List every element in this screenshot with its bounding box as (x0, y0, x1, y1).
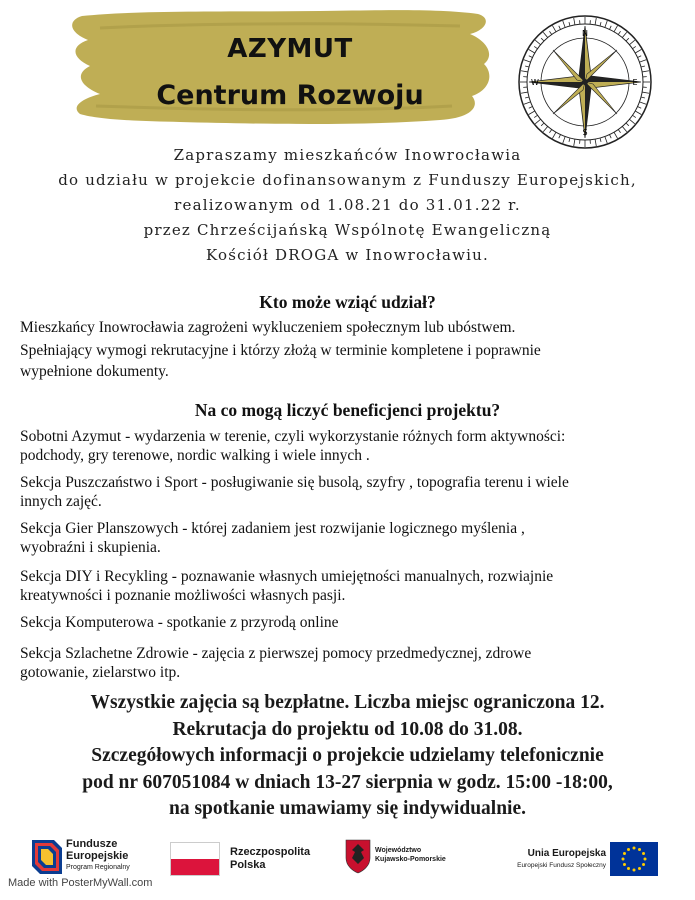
intro-line-2: do udziału w projekcie dofinansowanym z Funduszy Europejskich, (58, 171, 637, 189)
fundusze-europejskie-icon (32, 838, 62, 874)
who-line-2: Spełniający wymogi rekrutacyjne i którzy złożą w terminie kompletene i poprawnie (20, 342, 541, 359)
benefit-item-4-line-1: Sekcja DIY i Recykling - poznawanie własnych umiejętności manualnych, rozwiajnie (20, 568, 554, 585)
benefit-item-5 (20, 613, 670, 632)
closing-line-5: na spotkanie umawiamy się indywidualnie. (168, 798, 527, 819)
intro-line-4: przez Chrześcijańską Wspólnotę Ewangeliczną (143, 221, 552, 239)
closing-line-3: Szczegółowych informacji o projekcie udzielamy telefonicznie (91, 745, 604, 766)
logo-kujawsko-pomorskie (345, 838, 465, 876)
benefit-item-1 (20, 427, 670, 465)
benefit-item-2 (20, 473, 670, 511)
logo-unia-europejska (486, 840, 656, 878)
intro-line-3: realizowanym od 1.08.21 do 31.01.22 r. (174, 196, 521, 214)
benefit-item-2-line-2: innych zajęć. (20, 493, 102, 510)
fe-line-1: Fundusze (66, 838, 118, 850)
benefit-item-3-line-2: wyobraźni i skupienia. (20, 539, 161, 556)
logo-fundusze-europejskie (32, 838, 152, 876)
compass-n-label: N (582, 29, 588, 38)
compass-w-label: W (531, 78, 539, 87)
benefit-item-6-line-1: Sekcja Szlachetne Zdrowie - zajęcia z pierwszej pomocy przedmedycznej, zdrowe (20, 645, 532, 662)
ue-line-2: Europejski Fundusz Społeczny (517, 862, 606, 869)
kp-line-2: Kujawsko-Pomorskie (375, 856, 446, 863)
benefit-item-1-line-1: Sobotni Azymut - wydarzenia w terenie, czyli wykorzystanie różnych form aktywności: (20, 428, 566, 445)
fe-line-2: Europejskie (66, 850, 129, 862)
benefit-item-4 (20, 567, 670, 605)
ue-line-1: Unia Europejska (527, 848, 606, 859)
benefit-item-6-line-2: gotowanie, zielarstwo itp. (20, 664, 181, 681)
benefit-item-1-line-2: podchody, gry terenowe, nordic walking i wiele innych . (20, 447, 370, 464)
kp-line-1: Województwo (375, 847, 422, 854)
rp-line-2: Polska (230, 859, 266, 871)
who-line-1: Mieszkańcy Inowrocławia zagrożeni wykluczeniem społecznym lub ubóstwem. (20, 319, 516, 336)
fe-line-3: Program Regionalny (66, 864, 130, 871)
postermywall-watermark: Made with PosterMyWall.com (8, 877, 153, 889)
kujawsko-pomorskie-crest-icon (345, 838, 371, 874)
compass-e-label: E (632, 78, 638, 87)
benefit-item-2-line-1: Sekcja Puszczaństwo i Sport - posługiwanie się busolą, szyfry , topografia terenu i wiele (20, 474, 569, 491)
who-heading: Kto może wziąć udział? (259, 292, 436, 312)
closing-line-4: pod nr 607051084 w dniach 13-27 sierpnia w godz. 15:00 -18:00, (82, 772, 613, 793)
intro-line-1: Zapraszamy mieszkańców Inowrocławia (173, 146, 522, 164)
poster-subtitle: Centrum Rozwoju (156, 80, 424, 111)
closing-line-2: Rekrutacja do projektu od 10.08 do 31.08. (172, 719, 523, 740)
closing-line-1: Wszystkie zajęcia są bezpłatne. Liczba miejsc ograniczona 12. (90, 692, 605, 713)
benefit-item-6 (20, 644, 670, 682)
compass-s-label: S (582, 128, 588, 137)
poster-title: AZYMUT (227, 34, 353, 64)
benefits-heading: Na co mogą liczyć beneficjenci projektu? (194, 400, 501, 420)
intro-line-5: Kościół DROGA w Inowrocławiu. (206, 246, 489, 264)
benefit-item-5-line-1: Sekcja Komputerowa - spotkanie z przyrodą online (20, 614, 339, 631)
benefit-item-4-line-2: kreatywności i poznanie możliwości własnych pasji. (20, 587, 346, 604)
polish-flag-icon (170, 842, 220, 876)
eu-flag-icon (610, 842, 658, 876)
who-line-3: wypełnione dokumenty. (20, 363, 169, 380)
logo-rzeczpospolita-polska (170, 840, 320, 878)
benefit-item-3 (20, 519, 670, 557)
benefit-item-3-line-1: Sekcja Gier Planszowych - której zadaniem jest rozwijanie logicznego myślenia , (20, 520, 525, 537)
compass-icon (515, 12, 655, 152)
rp-line-1: Rzeczpospolita (230, 846, 311, 858)
